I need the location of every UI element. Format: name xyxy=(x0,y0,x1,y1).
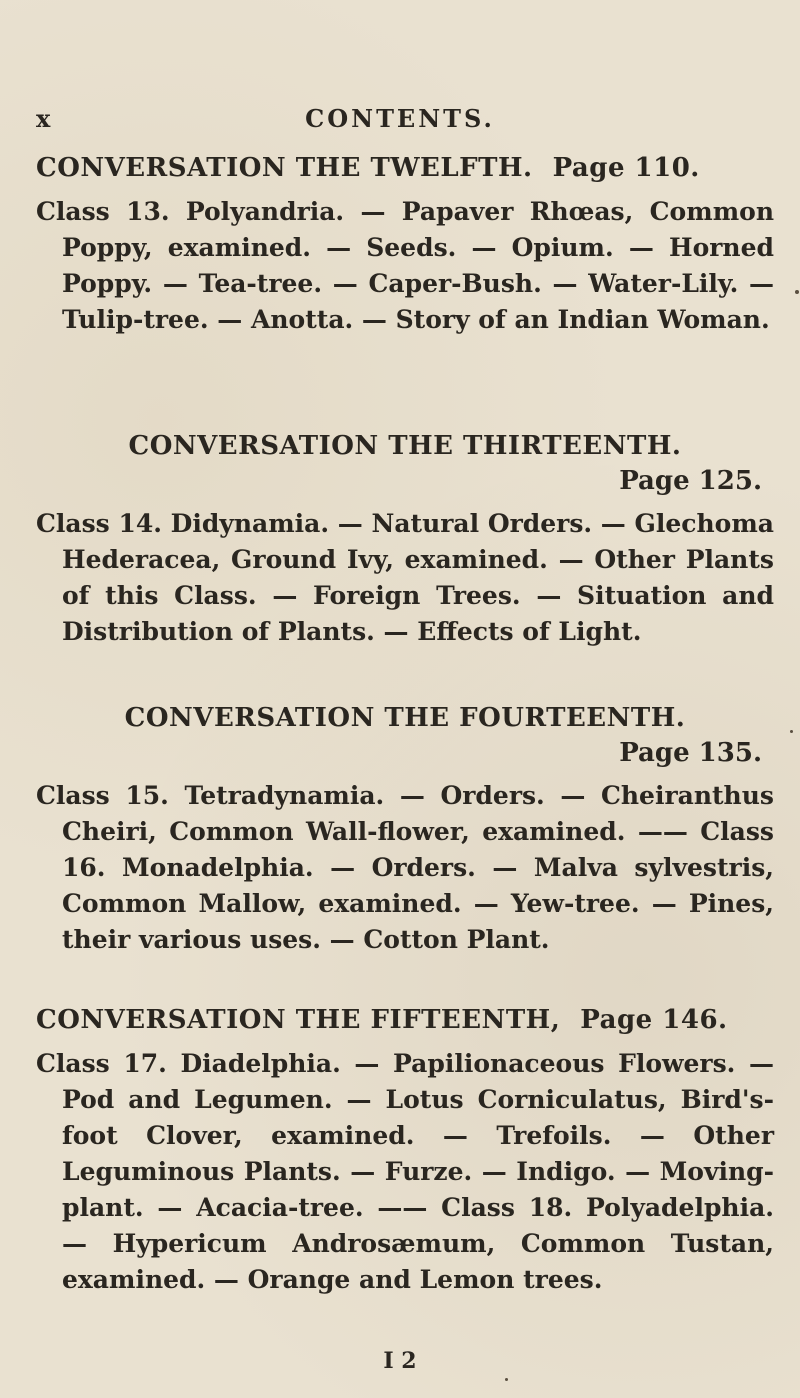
conversation-title: CONVERSATION THE FOURTEENTH. xyxy=(124,703,686,733)
entry-summary: Class 14. Didynamia. — Natural Orders. — Glechoma Hederacea, Ground Ivy, examined. — Other Plants of this Class. — Foreign Trees. — Situation and Distribution of Plants. — Effects of Light. xyxy=(36,509,774,646)
conversation-title: CONVERSATION THE TWELFTH. xyxy=(36,153,533,183)
contents-entry-fifteenth xyxy=(36,1002,774,1298)
paper-speck xyxy=(505,1378,508,1381)
conversation-title: CONVERSATION THE FIFTEENTH, xyxy=(36,1005,561,1035)
signature-mark: x xyxy=(36,104,52,133)
contents-entry-fourteenth xyxy=(36,700,774,958)
page-reference: Page 135. xyxy=(619,738,762,768)
paper-speck xyxy=(795,290,799,294)
conversation-title: CONVERSATION THE THIRTEENTH. xyxy=(128,431,682,461)
contents-entry-thirteenth xyxy=(36,428,774,650)
running-head: CONTENTS. xyxy=(305,104,495,133)
conversation-title-row xyxy=(36,1002,774,1038)
page-reference: Page 110. xyxy=(552,153,700,183)
page-reference: Page 146. xyxy=(580,1005,728,1035)
entry-summary: Class 17. Diadelphia. — Papilionaceous Flowers. — Pod and Legumen. — Lotus Corniculatus, Bird's-foot Clover, examined. — Trefoils. — Other Leguminous Plants. — Furze. — Indigo. — Moving-plant. — Acacia-tree. —— Class 18. Polyadelphia. — Hypericum Androsæmum, Common Tustan, examined. — Orange and Lemon trees. xyxy=(36,1049,774,1294)
footer-signature: I 2 xyxy=(383,1348,417,1374)
page-reference: Page 125. xyxy=(619,466,762,496)
contents-entry-twelfth xyxy=(36,150,774,338)
entry-summary: Class 13. Polyandria. — Papaver Rhœas, Common Poppy, examined. — Seeds. — Opium. — Horned Poppy. — Tea-tree. — Caper-Bush. — Water-Lily. — Tulip-tree. — Anotta. — Story of an Indian Woman. xyxy=(36,197,774,334)
paper-speck xyxy=(790,730,793,733)
page-header xyxy=(36,104,764,144)
conversation-title-row xyxy=(36,150,774,186)
entry-summary: Class 15. Tetradynamia. — Orders. — Cheiranthus Cheiri, Common Wall-flower, examined. —— Class 16. Monadelphia. — Orders. — Malva sylvestris, Common Mallow, examined. — Yew-tree. — Pines, their various uses. — Cotton Plant. xyxy=(36,781,774,954)
